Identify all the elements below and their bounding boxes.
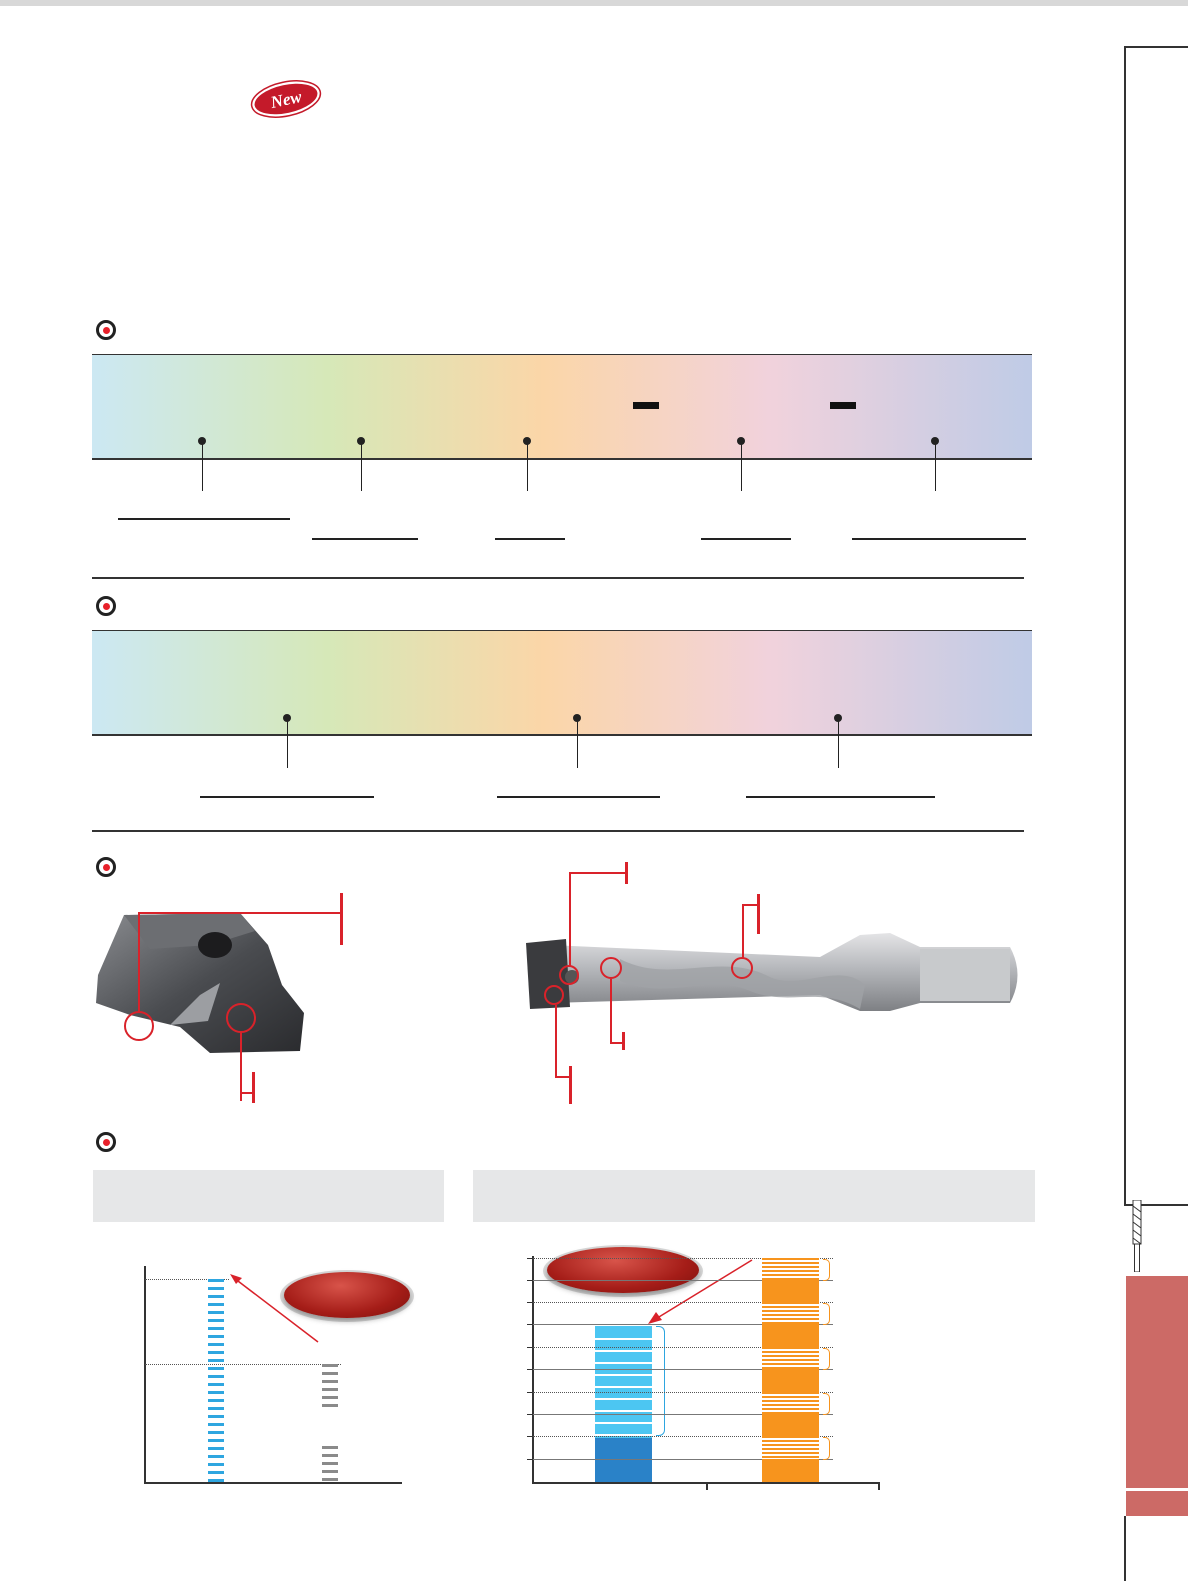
side-index-tab[interactable]	[1126, 1276, 1188, 1516]
drill-bit-icon	[1130, 1200, 1144, 1272]
orange-bracket	[823, 1303, 830, 1325]
y-tick	[527, 1392, 533, 1393]
label-underline	[852, 538, 1026, 540]
range-dash-1	[633, 402, 659, 409]
blue-dash-mark	[208, 1423, 224, 1426]
blue-dash-mark	[208, 1287, 224, 1290]
label-underline	[701, 538, 791, 540]
y-tick	[527, 1459, 533, 1460]
gray-dash-mark	[322, 1388, 338, 1391]
callout-leader	[555, 1005, 557, 1077]
blue-dash-mark	[208, 1335, 224, 1338]
callout-leader	[610, 979, 612, 1043]
side-tab-divider	[1126, 1488, 1188, 1491]
pointer-line	[287, 718, 289, 768]
label-underline	[495, 538, 565, 540]
callout-leader	[240, 1031, 242, 1101]
stripe-separator	[595, 1374, 652, 1376]
highlight-circle	[226, 1003, 256, 1033]
blue-dash-mark	[208, 1439, 224, 1442]
target-bullet-icon	[96, 857, 116, 877]
y-tick	[527, 1280, 533, 1281]
orange-bracket	[823, 1259, 830, 1281]
arrow-icon	[644, 1258, 756, 1326]
blue-dash-mark	[208, 1479, 224, 1482]
x-tick	[706, 1482, 708, 1490]
label-underline	[118, 518, 290, 520]
y-tick	[527, 1436, 533, 1437]
blue-dash-mark	[208, 1407, 224, 1410]
label-underline	[497, 796, 660, 798]
callout-leader	[742, 904, 744, 958]
orange-solid-segment	[762, 1280, 819, 1302]
callout-tick	[340, 893, 343, 945]
target-bullet-icon	[96, 596, 116, 616]
y-tick	[527, 1369, 533, 1370]
target-bullet-icon	[96, 320, 116, 340]
label-underline	[312, 538, 418, 540]
callout-leader	[569, 872, 571, 966]
callout-leader	[569, 872, 627, 874]
blue-dash-mark	[208, 1391, 224, 1394]
gray-dash-mark	[322, 1446, 338, 1449]
blue-dash-mark	[208, 1295, 224, 1298]
highlight-circle	[731, 957, 753, 979]
badge-text: New	[268, 86, 304, 113]
blue-dash-mark	[208, 1319, 224, 1322]
callout-tick	[622, 1032, 625, 1050]
x-axis	[144, 1482, 402, 1484]
gray-dash-mark	[322, 1364, 338, 1367]
blue-dash-mark	[208, 1375, 224, 1378]
target-bullet-icon	[96, 1132, 116, 1152]
stripe-separator	[595, 1362, 652, 1364]
gray-dash-mark	[322, 1454, 338, 1457]
orange-bracket	[823, 1393, 830, 1415]
callout-tick	[757, 894, 760, 934]
callout-tick	[625, 862, 628, 884]
new-badge-icon	[250, 80, 322, 118]
blue-dash-mark	[208, 1311, 224, 1314]
pointer-line	[838, 718, 840, 768]
blue-dash-mark	[208, 1383, 224, 1386]
y-tick	[527, 1347, 533, 1348]
y-tick	[527, 1302, 533, 1303]
blue-dash-mark	[208, 1415, 224, 1418]
orange-bracket	[823, 1437, 830, 1460]
y-tick	[527, 1324, 533, 1325]
gray-dash-mark	[322, 1372, 338, 1375]
gradient-band-1	[92, 354, 1032, 460]
y-tick	[527, 1414, 533, 1415]
callout-leader	[138, 912, 340, 914]
gray-dash-mark	[322, 1404, 338, 1407]
gray-dash-mark	[322, 1396, 338, 1399]
blue-dash-mark	[208, 1359, 224, 1362]
orange-striped-segment	[762, 1347, 819, 1369]
blue-dash-mark	[208, 1447, 224, 1450]
insert-image	[90, 905, 320, 1060]
pointer-line	[577, 718, 579, 768]
top-border	[0, 0, 1188, 6]
blue-dash-mark	[208, 1471, 224, 1474]
orange-solid-segment	[762, 1414, 819, 1436]
blue-dash-mark	[208, 1351, 224, 1354]
blue-dash-mark	[208, 1367, 224, 1370]
orange-bracket	[823, 1348, 830, 1370]
callout-tick	[252, 1072, 255, 1103]
y-tick	[527, 1258, 533, 1259]
orange-striped-segment	[762, 1436, 819, 1459]
chart-left-header	[93, 1170, 444, 1222]
blue-dash-mark	[208, 1455, 224, 1458]
orange-solid-segment	[762, 1324, 819, 1347]
callout-tick	[569, 1066, 572, 1104]
stripe-separator	[595, 1398, 652, 1400]
side-index-frame	[1124, 46, 1188, 1206]
highlight-circle	[124, 1011, 154, 1041]
blue-dash-mark	[208, 1327, 224, 1330]
blue-dash-mark	[208, 1399, 224, 1402]
stripe-separator	[595, 1434, 652, 1436]
gray-dash-mark	[322, 1478, 338, 1481]
highlight-circle	[544, 985, 564, 1005]
callout-leader	[138, 912, 140, 1012]
y-axis	[144, 1266, 146, 1483]
blue-dash-mark	[208, 1279, 224, 1282]
pointer-line	[202, 441, 204, 491]
chart-right-header	[473, 1170, 1035, 1222]
bar-blue-solid	[595, 1438, 652, 1482]
drill-image	[520, 925, 1030, 1025]
orange-solid-segment	[762, 1369, 819, 1392]
section-divider	[92, 577, 1024, 579]
x-tick	[878, 1482, 880, 1490]
stripe-separator	[595, 1422, 652, 1424]
section-divider	[92, 830, 1024, 832]
label-underline	[746, 796, 935, 798]
gray-dash-mark	[322, 1470, 338, 1473]
stripe-separator	[595, 1410, 652, 1412]
blue-dash-mark	[208, 1343, 224, 1346]
pointer-line	[935, 441, 937, 491]
orange-striped-segment	[762, 1392, 819, 1414]
pointer-line	[741, 441, 743, 491]
orange-striped-segment	[762, 1258, 819, 1280]
gradient-band-2	[92, 630, 1032, 736]
blue-dash-mark	[208, 1303, 224, 1306]
reference-line	[145, 1364, 341, 1365]
range-dash-2	[830, 402, 856, 409]
arrow-icon	[226, 1272, 322, 1346]
gray-dash-mark	[322, 1380, 338, 1383]
side-lower-rule	[1124, 1516, 1126, 1581]
orange-solid-segment	[762, 1459, 819, 1482]
blue-dash-mark	[208, 1463, 224, 1466]
gray-dash-mark	[322, 1462, 338, 1465]
bar-bracket	[656, 1326, 665, 1436]
label-underline	[200, 796, 374, 798]
pointer-line	[527, 441, 529, 491]
stripe-separator	[595, 1338, 652, 1340]
highlight-circle	[600, 957, 622, 979]
stripe-separator	[595, 1350, 652, 1352]
stripe-separator	[595, 1386, 652, 1388]
pointer-line	[361, 441, 363, 491]
blue-dash-mark	[208, 1431, 224, 1434]
orange-striped-segment	[762, 1302, 819, 1324]
highlight-circle	[559, 965, 579, 985]
